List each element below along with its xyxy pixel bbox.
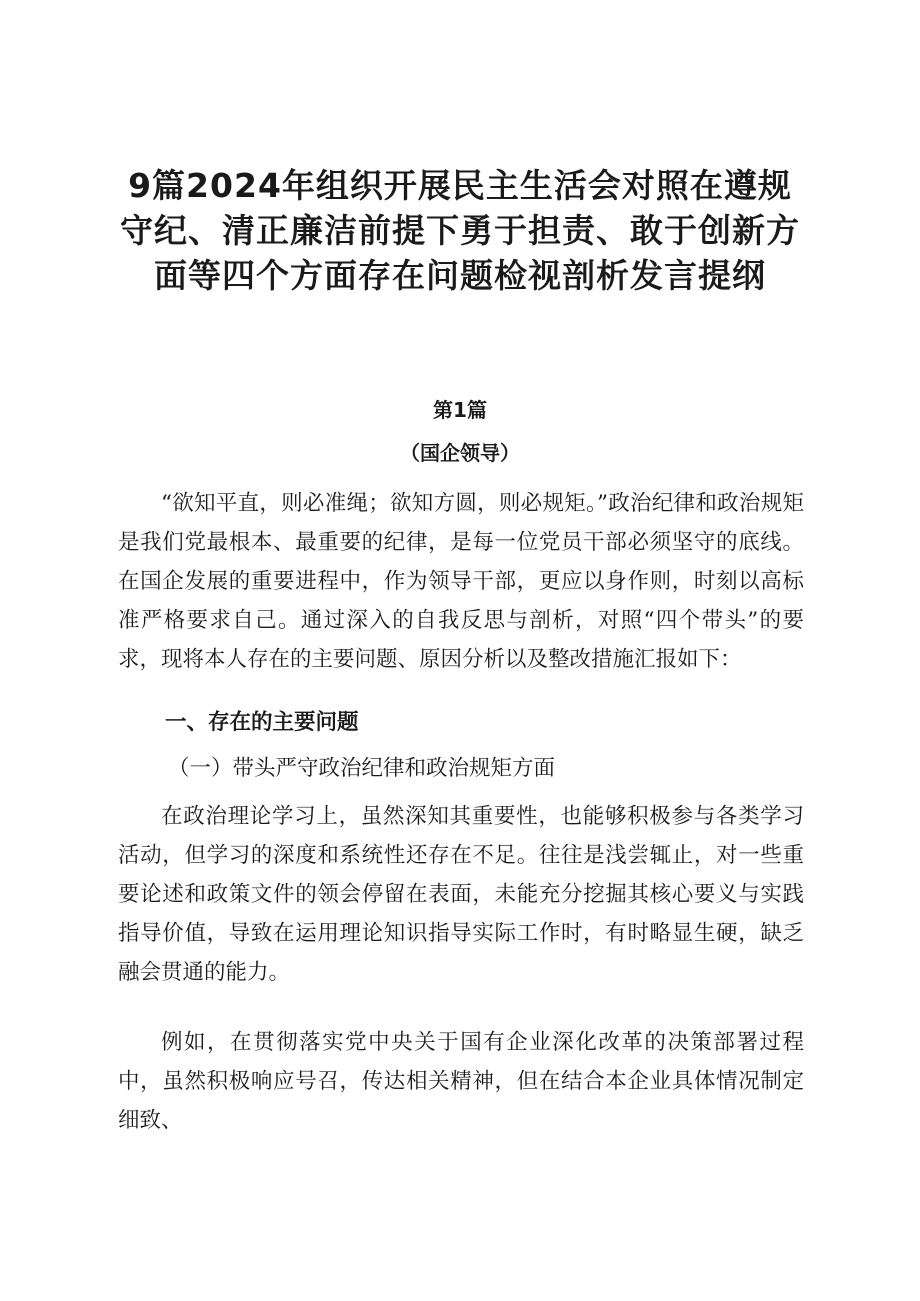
intro-paragraph: “欲知平直，则必准绳；欲知方圆，则必规矩。”政治纪律和政治规矩是我们党最根本、最重要的纪律，是每一位党员干部必须坚守的底线。在国企发展的重要进程中，作为领导干部，更应以身作则，时刻以高标准严格要求自己。通过深入的自我反思与剖析，对照“四个带头”的要求，现将本人存在的主要问题、原因分析以及整改措施汇报如下：: [118, 491, 804, 672]
section-heading: 一、存在的主要问题: [165, 710, 359, 735]
subsection-heading: （一）带头严守政治纪律和政治规矩方面: [168, 756, 556, 781]
body-paragraph-2: 例如，在贯彻落实党中央关于国有企业深化改革的决策部署过程中，虽然积极响应号召，传达相关精神，但在结合本企业具体情况制定细致、: [118, 1030, 804, 1133]
title-line-1: 9篇2024年组织开展民主生活会对照在遵规: [128, 166, 792, 205]
title-line-3: 面等四个方面存在问题检视剖析发言提纲: [154, 256, 766, 295]
title-line-2: 守纪、清正廉洁前提下勇于担责、敢于创新方: [120, 211, 800, 250]
body-paragraph-1: 在政治理论学习上，虽然深知其重要性，也能够积极参与各类学习活动，但学习的深度和系统性还存在不足。往往是浅尝辄止，对一些重要论述和政策文件的领会停留在表面，未能充分挖掘其核心要义与实践指导价值，导致在运用理论知识指导实际工作时，有时略显生硬，缺乏融会贯通的能力。: [118, 804, 804, 985]
chapter-subtitle: （国企领导）: [400, 441, 520, 465]
chapter-number: 第1篇: [433, 398, 487, 422]
document-title: [110, 163, 810, 298]
